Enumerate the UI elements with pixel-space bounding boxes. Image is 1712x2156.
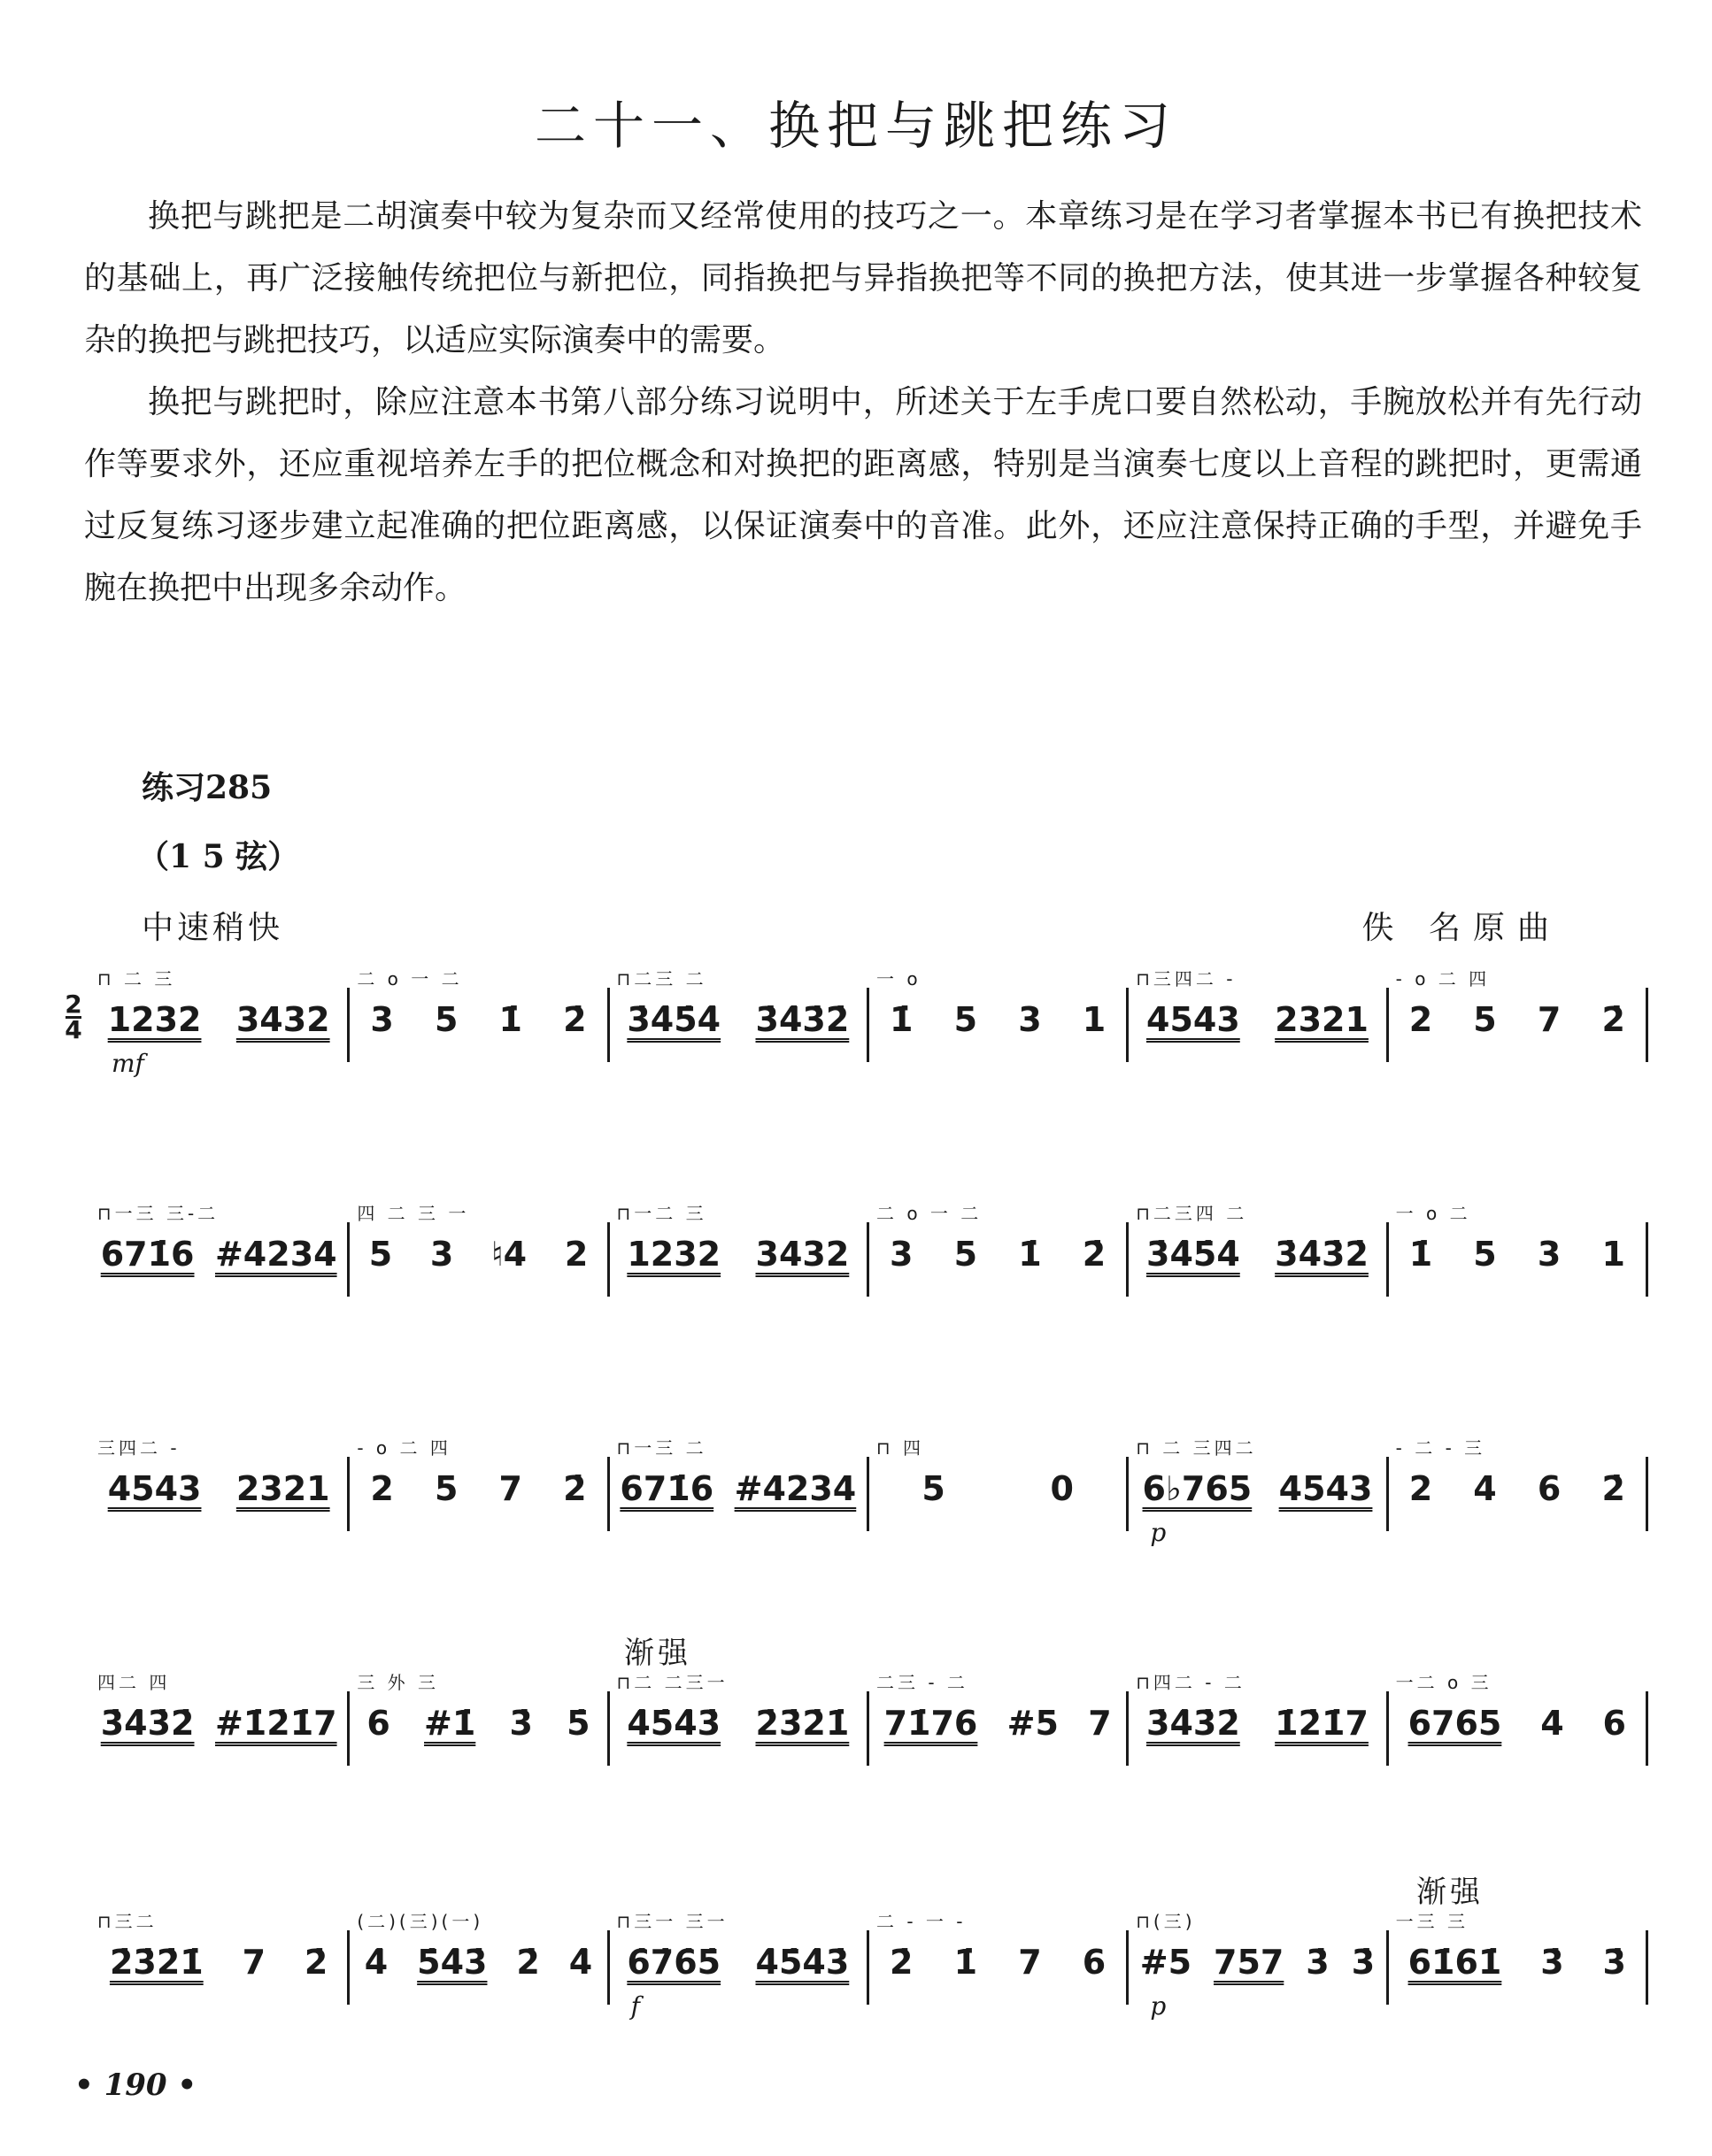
fingering-marks: 二 - 一 - xyxy=(875,1911,967,1932)
measure xyxy=(1129,968,1388,1062)
note-group xyxy=(350,1000,606,1039)
note: 6765 xyxy=(1407,1704,1502,1743)
note: 3̇ xyxy=(1351,1943,1376,1982)
note: 2̇ xyxy=(516,1943,540,1982)
fingering-marks: 三四二 - xyxy=(97,1437,181,1459)
note: 2 xyxy=(564,1235,589,1274)
fingering-marks: 一二 o 三 xyxy=(1395,1672,1492,1693)
fingering-marks: 四二 四 xyxy=(97,1672,171,1693)
intro-text xyxy=(84,186,1642,620)
measure xyxy=(350,1437,609,1531)
crescendo-marking: 渐强 xyxy=(624,1636,691,1671)
page-number: • 190 • xyxy=(74,2067,197,2103)
fingering-marks: ⊓ 四 xyxy=(875,1437,924,1459)
note-group xyxy=(610,1469,867,1508)
note: #4234 xyxy=(214,1235,337,1274)
note-group xyxy=(1129,1000,1385,1039)
measure xyxy=(869,1672,1129,1766)
note: #1̇ xyxy=(424,1704,476,1743)
note: 4 xyxy=(1473,1469,1497,1508)
note: #5 xyxy=(1139,1943,1192,1982)
fingering-marks: ⊓一二 三 xyxy=(616,1203,707,1224)
score-row xyxy=(64,956,1648,1097)
note: 4̇ xyxy=(364,1943,389,1982)
note: 4 xyxy=(1540,1704,1564,1743)
note-group xyxy=(869,1943,1126,1982)
measure xyxy=(90,1672,350,1766)
note: 2̇ xyxy=(890,1943,914,1982)
note-group xyxy=(869,1704,1126,1743)
fingering-marks: 一 o xyxy=(875,968,922,989)
score-row xyxy=(64,1898,1648,2040)
note: 3432 xyxy=(235,1000,330,1039)
note: 7 xyxy=(498,1469,522,1508)
note-group xyxy=(90,1704,347,1743)
note: 2321 xyxy=(1275,1000,1369,1039)
note: 61̇61̇ xyxy=(1407,1943,1502,1982)
fingering-marks: - o 二 四 xyxy=(357,1437,451,1459)
note: 4543 xyxy=(1278,1469,1373,1508)
measure xyxy=(610,1437,869,1531)
time-signature xyxy=(64,989,83,1044)
note: 4̇5̇4̇3̇ xyxy=(627,1704,721,1743)
fingering-marks: ⊓二三 二 xyxy=(616,968,707,989)
fingering-marks: 二三 - 二 xyxy=(875,1672,968,1693)
note: 3̇4̇3̇2̇ xyxy=(1275,1235,1369,1274)
fingering-marks: (二)(三)(一) xyxy=(357,1911,484,1932)
note-group xyxy=(610,1000,867,1039)
note: 3̇4̇3̇2̇ xyxy=(100,1704,195,1743)
note: 4̇ xyxy=(568,1943,593,1982)
measure xyxy=(350,1911,609,2005)
note: 3̇ xyxy=(1602,1943,1626,1982)
note-group xyxy=(90,1000,347,1039)
fingering-marks: - o 二 四 xyxy=(1395,968,1491,989)
note: 671̇6 xyxy=(100,1235,195,1274)
note: 671̇6 xyxy=(620,1469,714,1508)
note-group xyxy=(869,1000,1126,1039)
fingering-marks: 一三 三 xyxy=(1395,1911,1469,1932)
note: 1̇ xyxy=(1018,1235,1042,1274)
note: 1̇2̇1̇7 xyxy=(1275,1704,1369,1743)
note: 4̇5̇4̇3̇ xyxy=(755,1943,850,1982)
measure xyxy=(610,968,869,1062)
note: 2̇ xyxy=(304,1943,328,1982)
note-group xyxy=(90,1943,347,1982)
note: 3 xyxy=(890,1235,914,1274)
measure xyxy=(610,1672,869,1766)
measures xyxy=(90,1659,1648,1801)
note: 5 xyxy=(1473,1000,1497,1039)
score-row xyxy=(64,1190,1648,1332)
note-group xyxy=(610,1943,867,1982)
note: 4543 xyxy=(107,1469,202,1508)
exercise-title: 练习285 xyxy=(142,769,273,806)
fingering-marks: - 二 - 三 xyxy=(1395,1437,1486,1459)
note-group xyxy=(1129,1235,1385,1274)
fingering-marks: ⊓一三 三-二 xyxy=(97,1203,220,1224)
note: 6̇7̇6̇5̇ xyxy=(627,1943,721,1982)
note: 3̇4̇3̇2̇ xyxy=(1146,1704,1240,1743)
note: 6 xyxy=(1082,1943,1107,1982)
measure xyxy=(869,1203,1129,1297)
measure xyxy=(1389,1437,1648,1531)
note-group xyxy=(610,1235,867,1274)
measures xyxy=(90,956,1648,1097)
string-label: （1 5 弦） xyxy=(137,838,300,875)
note: 5 xyxy=(953,1000,978,1039)
note-group xyxy=(610,1704,867,1743)
note: 1̇ xyxy=(890,1000,914,1039)
note: 1̇ xyxy=(498,1000,522,1039)
measure xyxy=(1389,968,1648,1062)
note: 1̇ xyxy=(953,1943,978,1982)
note: 7 xyxy=(242,1943,266,1982)
note: 7 xyxy=(1018,1943,1042,1982)
note: 1 xyxy=(1601,1235,1625,1274)
note: 5 xyxy=(434,1469,459,1508)
note: 2321 xyxy=(235,1469,330,1508)
note: 757 xyxy=(1214,1943,1284,1982)
note: 3̇ xyxy=(1306,1943,1330,1982)
fingering-marks: ⊓一三 二 xyxy=(616,1437,707,1459)
note: 5̇ xyxy=(567,1704,590,1743)
note-group xyxy=(350,1943,606,1982)
note: 3 xyxy=(429,1235,454,1274)
note-group xyxy=(869,1469,1126,1508)
measure xyxy=(350,1203,609,1297)
tempo-marking: 中速稍快 xyxy=(142,910,284,946)
measure xyxy=(1129,1437,1388,1547)
note: 4543 xyxy=(1146,1000,1240,1039)
measure xyxy=(1389,1911,1648,2005)
note: #1̇2̇1̇7 xyxy=(214,1704,337,1743)
note: 5̇4̇3̇ xyxy=(417,1943,488,1982)
measure xyxy=(1129,1672,1388,1766)
fingering-marks: ⊓ 二 三四二 xyxy=(1136,1437,1257,1459)
dynamic-marking: p xyxy=(1150,1991,1167,2021)
measure xyxy=(610,1203,869,1297)
note: 1̇ xyxy=(1408,1235,1433,1274)
note: 5 xyxy=(434,1000,459,1039)
note: 5 xyxy=(1473,1235,1497,1274)
paragraph-1: 换把与跳把是二胡演奏中较为复杂而又经常使用的技巧之一。本章练习是在学习者掌握本书已有换把技术的基础上，再广泛接触传统把位与新把位，同指换把与异指换把等不同的换把方法，使其进一步掌握各种较复杂的换把与跳把技巧，以适应实际演奏中的需要。 xyxy=(84,198,1642,358)
measure xyxy=(350,1672,609,1766)
fingering-marks: 一 o 二 xyxy=(1395,1203,1471,1224)
note: 3 xyxy=(370,1000,394,1039)
note: 7 xyxy=(1088,1704,1112,1743)
time-signature-top: 2 xyxy=(65,989,82,1019)
note: 3̇4̇5̇4̇ xyxy=(627,1000,721,1039)
crescendo-marking: 渐强 xyxy=(1416,1875,1484,1910)
note-group xyxy=(350,1235,606,1274)
score-row xyxy=(64,1659,1648,1801)
measure xyxy=(90,968,350,1078)
note: 7 xyxy=(1537,1000,1562,1039)
note: 3432 xyxy=(755,1235,850,1274)
note: 6 xyxy=(366,1704,390,1743)
fingering-marks: ⊓二 二三一 xyxy=(616,1672,729,1693)
note-group xyxy=(1129,1469,1385,1508)
measures xyxy=(90,1190,1648,1332)
measure xyxy=(869,968,1129,1062)
measure xyxy=(1389,1203,1648,1297)
dynamic-marking: f xyxy=(630,1991,641,2021)
note: 2̇3̇2̇1̇ xyxy=(109,1943,204,1982)
measures xyxy=(90,1898,1648,2040)
fingering-marks: ⊓ 二 三 xyxy=(97,968,176,989)
note: 0 xyxy=(1050,1469,1074,1508)
note: 3̇ xyxy=(509,1704,533,1743)
measure xyxy=(610,1911,869,2021)
note: 5 xyxy=(922,1469,945,1508)
note: 1232 xyxy=(107,1000,202,1039)
fingering-marks: ⊓四二 - 二 xyxy=(1136,1672,1245,1693)
measure xyxy=(869,1911,1129,2005)
note: 2̇ xyxy=(563,1469,587,1508)
fingering-marks: ⊓三二 xyxy=(97,1911,158,1932)
note-group xyxy=(1389,1000,1646,1039)
note-group xyxy=(350,1469,606,1508)
fingering-marks: 二 o 一 二 xyxy=(357,968,463,989)
fingering-marks: 三 外 三 xyxy=(357,1672,440,1693)
note: 6♭765 xyxy=(1142,1469,1253,1508)
measures xyxy=(90,1425,1648,1567)
fingering-marks: ⊓三一 三一 xyxy=(616,1911,729,1932)
dynamic-marking: mf xyxy=(112,1049,144,1078)
note: 2 xyxy=(1408,1000,1433,1039)
measure xyxy=(1129,1203,1388,1297)
note: 3 xyxy=(1018,1000,1042,1039)
note: 2̇3̇2̇1̇ xyxy=(755,1704,850,1743)
measure xyxy=(90,1437,350,1531)
note: 3 xyxy=(1537,1235,1562,1274)
note: 5 xyxy=(953,1235,978,1274)
fingering-marks: 四 二 三 一 xyxy=(357,1203,470,1224)
note-group xyxy=(350,1704,606,1743)
note: 71̇76 xyxy=(883,1704,978,1743)
note-group xyxy=(1389,1943,1646,1982)
measure xyxy=(90,1911,350,2005)
note: 2̇ xyxy=(1601,1469,1625,1508)
measure xyxy=(1129,1911,1388,2021)
note: 2̇ xyxy=(1082,1235,1107,1274)
note: 1 xyxy=(1082,1000,1107,1039)
fingering-marks: ⊓三四二 - xyxy=(1136,968,1237,989)
note: ♮4 xyxy=(491,1235,528,1274)
note: 2̇ xyxy=(1601,1000,1625,1039)
note-group xyxy=(1389,1235,1646,1274)
note-group xyxy=(869,1235,1126,1274)
note: 5 xyxy=(368,1235,393,1274)
note: #4234 xyxy=(734,1469,857,1508)
note-group xyxy=(1389,1469,1646,1508)
measure xyxy=(350,968,609,1062)
note: 6 xyxy=(1602,1704,1626,1743)
dynamic-marking: p xyxy=(1150,1518,1167,1547)
paragraph-2: 换把与跳把时，除应注意本书第八部分练习说明中，所述关于左手虎口要自然松动，手腕放松并有先行动作等要求外，还应重视培养左手的把位概念和对换把的距离感，特别是当演奏七度以上音程的跳把时，更需通过反复练习逐步建立起准确的把位距离感，以保证演奏中的音准。此外，还应注意保持正确的手型，并避免手腕在换把中出现多余动作。 xyxy=(84,384,1642,606)
fingering-marks: ⊓(三) xyxy=(1136,1911,1196,1932)
note: 2 xyxy=(1408,1469,1433,1508)
note-group xyxy=(90,1469,347,1508)
score-row xyxy=(64,1425,1648,1567)
page-title: 二十一、换把与跳把练习 xyxy=(534,95,1177,156)
note: #5 xyxy=(1006,1704,1059,1743)
note-group xyxy=(1129,1943,1385,1982)
note: 3̇4̇3̇2̇ xyxy=(755,1000,850,1039)
note: 3̇4̇5̇4̇ xyxy=(1146,1235,1240,1274)
time-signature-bottom: 4 xyxy=(65,1015,82,1044)
fingering-marks: ⊓二三四 二 xyxy=(1136,1203,1248,1224)
note: 1232 xyxy=(627,1235,721,1274)
note-group xyxy=(1389,1704,1646,1743)
measure xyxy=(869,1437,1129,1531)
fingering-marks: 二 o 一 二 xyxy=(875,1203,983,1224)
note-group xyxy=(1129,1704,1385,1743)
note-group xyxy=(90,1235,347,1274)
note: 2 xyxy=(370,1469,394,1508)
note: 2̇ xyxy=(563,1000,587,1039)
composer-credit: 佚 名原曲 xyxy=(1361,910,1562,946)
note: 3̇ xyxy=(1540,1943,1564,1982)
note: 6 xyxy=(1537,1469,1562,1508)
measure xyxy=(90,1203,350,1297)
measure xyxy=(1389,1672,1648,1766)
